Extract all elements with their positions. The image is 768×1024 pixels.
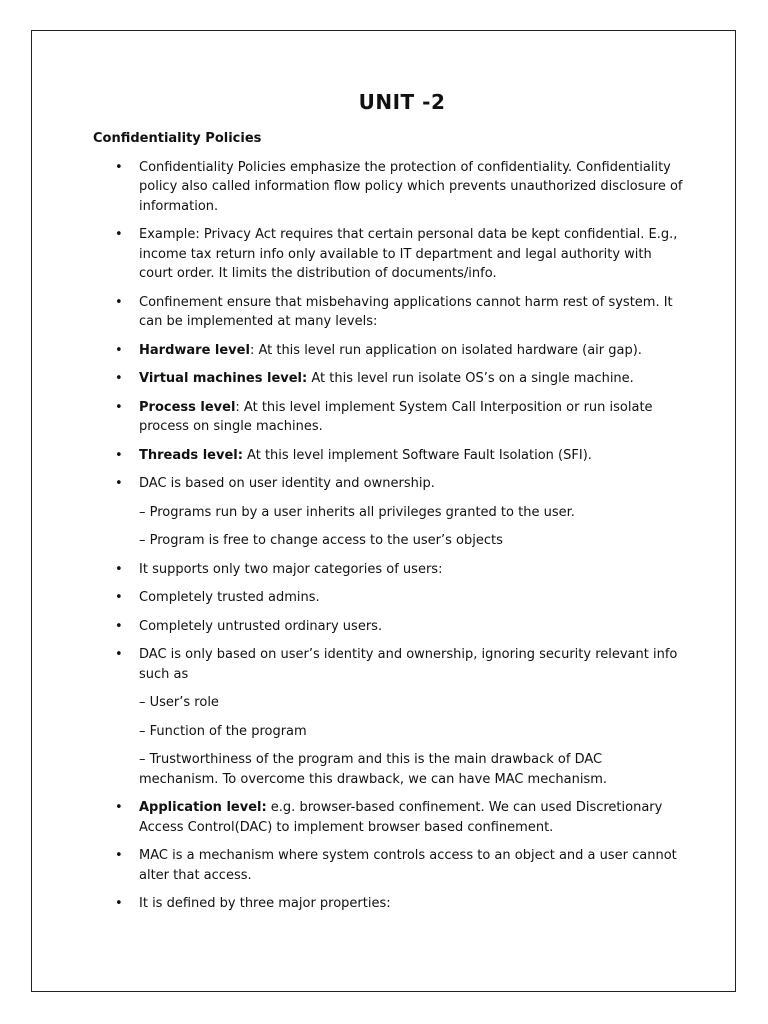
- item-lead: Virtual machines level:: [139, 371, 308, 386]
- item-text: DAC is only based on user’s identity and ownership, ignoring security relevant info such as: [139, 647, 678, 682]
- bullet-item: [93, 293, 683, 332]
- item-text: Completely trusted admins.: [139, 590, 320, 605]
- item-text: It is defined by three major properties:: [139, 896, 391, 911]
- item-lead: Hardware level: [139, 342, 250, 358]
- item-text: At this level implement Software Fault Isolation (SFI).: [242, 447, 592, 463]
- item-text: – Function of the program: [139, 723, 307, 739]
- item-text: – User’s role: [139, 695, 219, 710]
- section-heading: Confidentiality Policies: [93, 131, 262, 146]
- item-text: – Trustworthiness of the program and this is the main drawback of DAC mechanism. To overcome this drawback, we can have MAC mechanism.: [139, 752, 607, 787]
- item-text: DAC is based on user identity and ownership.: [139, 476, 435, 491]
- bullet-item: [93, 617, 683, 637]
- item-text: – Programs run by a user inherits all privileges granted to the user.: [139, 504, 575, 520]
- sub-item: [93, 503, 683, 523]
- sub-item: [93, 693, 683, 713]
- sub-item: [93, 531, 683, 551]
- item-text: It supports only two major categories of users:: [139, 561, 443, 577]
- item-text: At this level run isolate OS’s on a single machine.: [307, 371, 634, 386]
- bullet-item: [93, 560, 683, 580]
- document-body: [93, 88, 683, 923]
- item-list: [93, 158, 683, 914]
- bullet-item: [93, 398, 683, 437]
- sub-item: [93, 722, 683, 742]
- bullet-item: [93, 894, 683, 914]
- item-text: e.g. browser-based confinement. We can used Discretionary Access Control(DAC) to implement browser based confinement.: [139, 800, 663, 835]
- bullet-item: [93, 225, 683, 284]
- item-text: Confidentiality Policies emphasize the protection of confidentiality. Confidentiality policy also called information flow policy which prevents unauthorized disclosure of information.: [139, 159, 683, 214]
- item-lead: Process level: [139, 399, 236, 415]
- page-title: UNIT -2: [358, 90, 446, 114]
- item-text: Example: Privacy Act requires that certain personal data be kept confidential. E.g., income tax return info only available to IT department and legal authority with court order. It limits the distribution of documents/info.: [139, 227, 678, 281]
- bullet-item: [93, 369, 683, 389]
- item-text: MAC is a mechanism where system controls access to an object and a user cannot alter that access.: [139, 848, 677, 883]
- bullet-item: [93, 846, 683, 885]
- bullet-item: [93, 645, 683, 684]
- bullet-item: [93, 588, 683, 608]
- item-text: Completely untrusted ordinary users.: [139, 618, 383, 634]
- bullet-item: [93, 474, 683, 494]
- sub-item: [93, 750, 683, 789]
- item-text: : At this level run application on isolated hardware (air gap).: [249, 342, 642, 358]
- bullet-item: [93, 341, 683, 361]
- bullet-item: [93, 158, 683, 217]
- item-text: Confinement ensure that misbehaving applications cannot harm rest of system. It can be implemented at many levels:: [139, 294, 673, 329]
- bullet-item: [93, 798, 683, 837]
- bullet-item: [93, 446, 683, 466]
- item-lead: Threads level:: [139, 447, 243, 463]
- item-text: : At this level implement System Call Interposition or run isolate process on single machines.: [139, 399, 653, 434]
- item-lead: Application level:: [139, 800, 267, 815]
- item-text: – Program is free to change access to the user’s objects: [139, 533, 503, 548]
